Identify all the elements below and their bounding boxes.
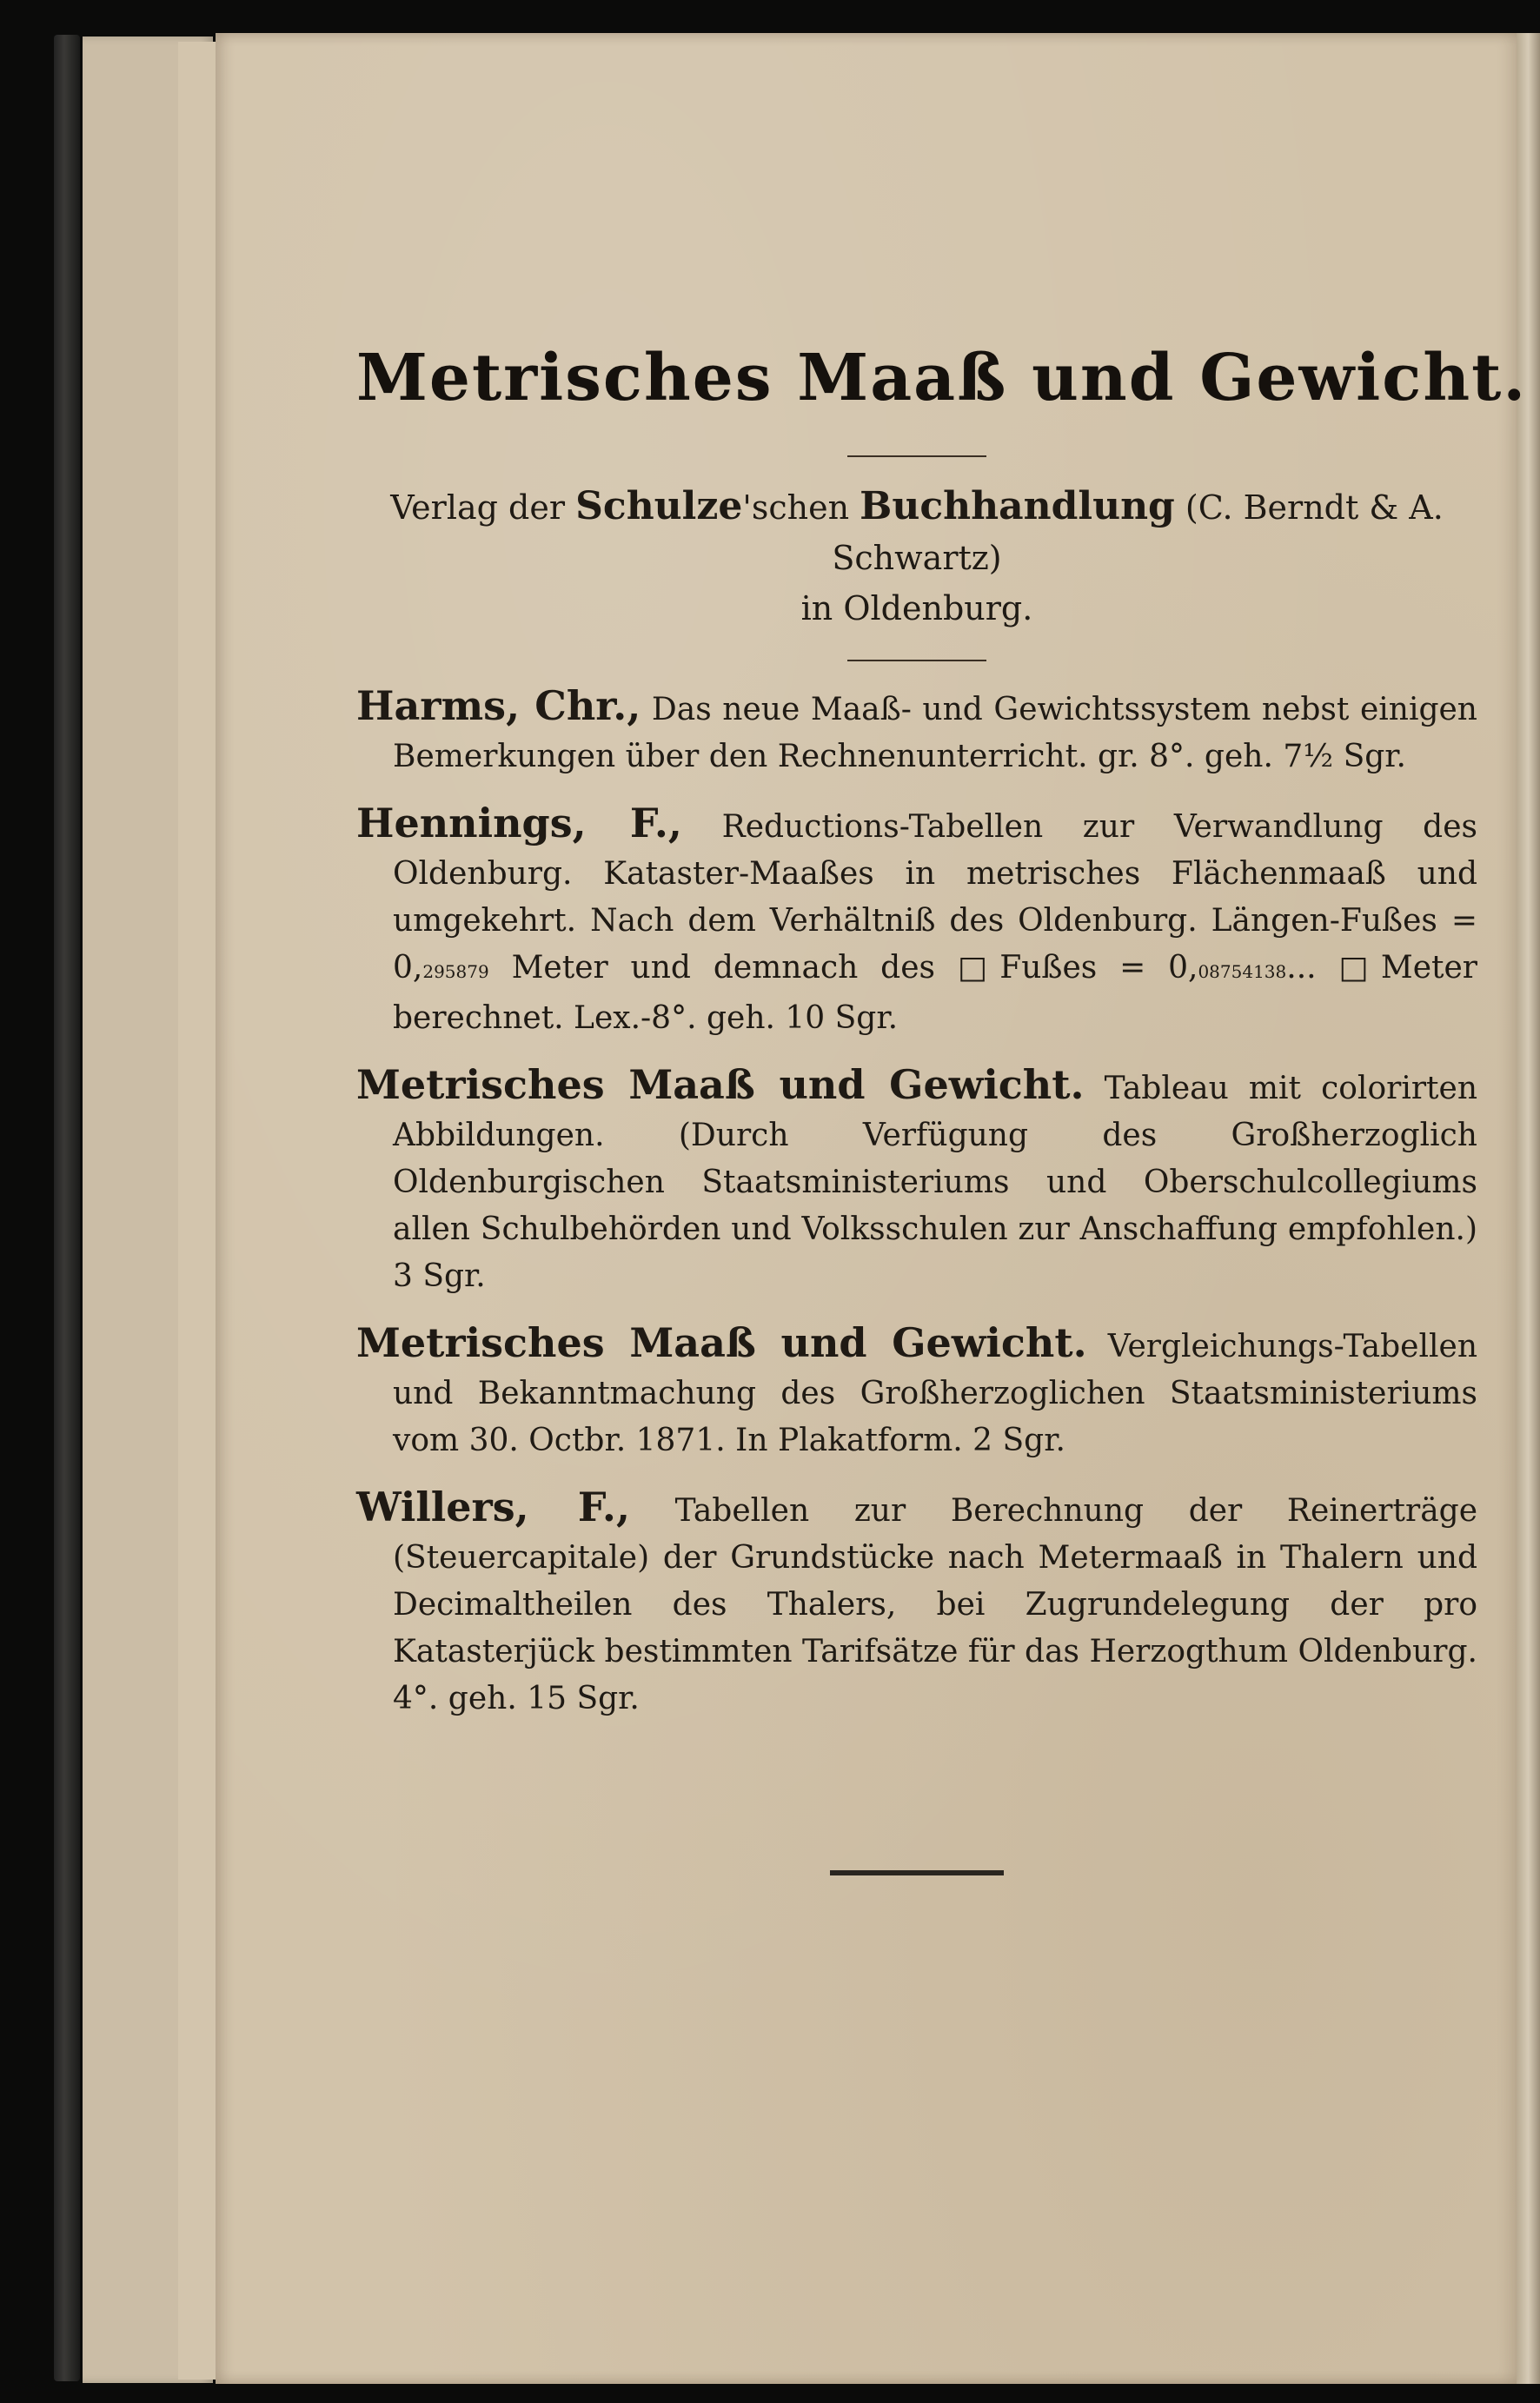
- publisher-line: [356, 481, 1477, 634]
- page-title: Metrisches Maaß und Gewicht.: [356, 341, 1528, 415]
- list-item: [356, 800, 1477, 1042]
- divider: [847, 455, 986, 457]
- book-spine: [54, 35, 80, 2381]
- entry-text: Vergleichungs-Tabellen und Bekanntmachung des Großherzoglichen Staatsministeriums vom 30. Octbr. 1871. In Plakatform. 2 Sgr.: [393, 1329, 1477, 1458]
- divider: [847, 660, 986, 661]
- publisher-name: Schulze: [575, 484, 743, 528]
- publisher-owners: (C. Berndt & A. Schwartz): [832, 488, 1444, 577]
- publisher-name-suffix: 'schen: [742, 488, 850, 527]
- entry-text: Tableau mit colorirten Abbildungen. (Durch Verfügung des Großherzoglich Oldenburgischen Staatsministeriums und Oberschulcollegiums allen Schulbehörden und Volksschulen zur Anschaffung empfohlen.) 3 Sgr.: [393, 1071, 1478, 1294]
- list-item: [356, 682, 1477, 780]
- publisher-prefix: Verlag der: [390, 488, 566, 527]
- entry-text: ... □Meter berechnet. Lex.-8°. geh. 10 Sgr.: [393, 950, 1477, 1036]
- entry-subscript: 295879: [422, 961, 489, 982]
- entry-text: Das neue Maaß- und Gewichtssystem nebst einigen Bemerkungen über den Rechnenunterricht. gr. 8°. geh. 7½ Sgr.: [393, 692, 1477, 774]
- publisher-shop: Buchhandlung: [860, 484, 1175, 528]
- list-item: [356, 1061, 1477, 1300]
- publisher-city: in Oldenburg.: [800, 589, 1033, 627]
- entry-subscript: 08754138: [1198, 961, 1287, 982]
- entry-author: Willers, F.,: [356, 1484, 630, 1530]
- end-ornament-rule: [830, 1870, 1004, 1875]
- entry-author: Harms, Chr.,: [356, 682, 641, 729]
- entry-text: Meter und demnach des □Fußes = 0,: [488, 950, 1198, 986]
- entry-author: Metrisches Maaß und Gewicht.: [356, 1061, 1085, 1108]
- page-content: [356, 322, 1528, 1875]
- list-item: [356, 1319, 1477, 1464]
- entry-text: Tabellen zur Berechnung der Reinerträge (Steuercapitale) der Grundstücke nach Metermaaß in Thalern und Decimaltheilen des Thalers, bei Zugrundelegung der pro Katasterjück bestimmten Tarifsätze für das Herzogthum Oldenburg. 4°. geh. 15 Sgr.: [393, 1493, 1478, 1716]
- entry-author: Hennings, F.,: [356, 800, 682, 846]
- entry-text: Reductions-Tabellen zur Verwandlung des Oldenburg. Kataster-Maaßes in metrisches Flächenmaaß und umgekehrt. Nach dem Verhältniß des Oldenburg. Längen-Fußes = 0,: [393, 809, 1477, 986]
- title-row: [356, 322, 1528, 435]
- entry-author: Metrisches Maaß und Gewicht.: [356, 1319, 1087, 1366]
- list-item: [356, 1484, 1477, 1723]
